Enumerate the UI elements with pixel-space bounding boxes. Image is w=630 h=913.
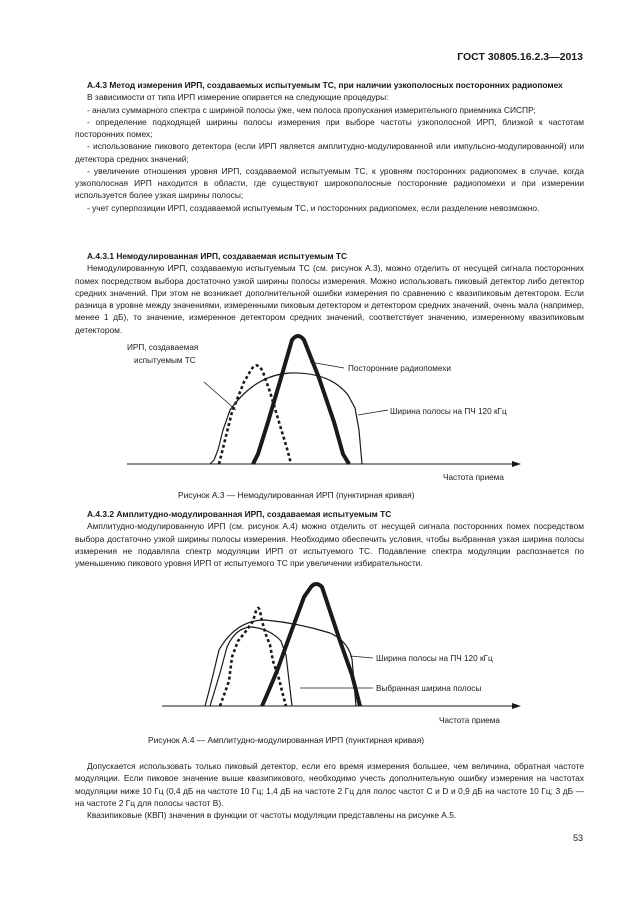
list-item: - использование пикового детектора (если ИРП является амплитудно-модулированной или импульсно-модулированной) или детектора средних значений; — [75, 141, 584, 164]
list-item: - увеличение отношения уровня ИРП, создаваемой испытуемым ТС, к уровням посторонних радиопомех в случае, когда узкополосная ИРП находится в области, где существуют широкополосные посторонние радиопомехи и при измерении используется более узкая ширины полосы; — [75, 165, 584, 201]
paragraph: В зависимости от типа ИРП измерение опирается на следующие процедуры: — [87, 92, 389, 103]
label-noise: Посторонние радиопомехи — [348, 364, 451, 373]
figure-a3-caption: Рисунок А.3 — Немодулированная ИРП (пунктирная кривая) — [178, 490, 415, 500]
label-bandwidth: Ширина полосы на ПЧ 120 кГц — [376, 654, 493, 663]
emission-curve-dashed — [220, 608, 286, 706]
list-item: - анализ суммарного спектра с шириной полосы ýже, чем полоса пропускания измерительного приемника СИСПР; — [87, 104, 536, 115]
leader-line — [358, 410, 388, 415]
list-item: - определение подходящей ширины полосы измерения при выборе частоты узкополосной ИРП, близкой к частотам посторонних помех; — [75, 116, 584, 139]
section-a432 — [75, 508, 584, 569]
noise-carrier — [253, 336, 349, 464]
leader-line — [350, 656, 373, 658]
section-a43-title: А.4.3 Метод измерения ИРП, создаваемых испытуемым ТС, при наличии узкополосных посторонних радиопомех — [87, 80, 563, 90]
section-a43 — [75, 79, 584, 214]
label-selected-bandwidth: Выбранная ширина полосы — [376, 684, 482, 693]
figure-a4 — [0, 575, 630, 735]
page-number: 53 — [572, 833, 583, 843]
axis-arrow — [512, 703, 521, 709]
label-axis: Частота приема — [439, 716, 500, 725]
label-axis: Частота приема — [443, 473, 504, 482]
section-a432-title: А.4.3.2 Амплитудно-модулированная ИРП, создаваемая испытуемым ТС — [87, 509, 392, 519]
label-irp-1: ИРП, создаваемая — [127, 343, 199, 352]
closing-text — [75, 760, 584, 821]
figure-a3 — [0, 330, 630, 490]
document-header: ГОСТ 30805.16.2.3—2013 — [457, 51, 583, 63]
paragraph: Немодулированную ИРП, создаваемую испытуемым ТС (см. рисунок А.3), можно отделить от несущей сигнала посторонних помех посредством выбора достаточно узкой ширины полосы измерения. Можно использовать пиковый детектор либо детектор средних значений. При этом не возникает дополнительной ошибки измерения по сравнению с квазипиковым детектором. Если разница в уровне между значениями, измеренными пиковым детектором и детектором средних значений, очень мала (например, менее 1 дБ), то значение, измеренное детектором средних значений, соответствует значению, измеренному квазипиковым детектором. — [75, 263, 584, 335]
bandwidth-curve — [210, 373, 362, 464]
label-bandwidth: Ширина полосы на ПЧ 120 кГц — [390, 407, 507, 416]
paragraph: Квазипиковые (КВП) значения в функции от частоты модуляции представлены на рисунке А.5. — [87, 810, 457, 820]
axis-arrow — [512, 461, 521, 467]
label-irp-2: испытуемым ТС — [134, 356, 196, 365]
paragraph: Амплитудно-модулированную ИРП (см. рисунок А.4) можно отделить от несущей сигнала посторонних помех посредством выбора достаточно узкой ширины полосы измерения. Необходимо обеспечить условия, чтобы выбранная узкая ширина полосы измерения не подавляла спектр модуляции ИРП от испытуемого ТС. Подавление спектра модуляции распознается по уменьшению пикового уровня ИРП от испытуемого ТС при увеличении избирательности. — [75, 521, 584, 568]
list-item: - учет суперпозиции ИРП, создаваемой испытуемым ТС, и посторонних радиопомех, если разделение невозможно. — [87, 202, 540, 213]
figure-a4-caption: Рисунок А.4 — Амплитудно-модулированная ИРП (пунктирная кривая) — [148, 735, 425, 745]
section-a431-title: А.4.3.1 Немодулированная ИРП, создаваемая испытуемым ТС — [87, 251, 348, 261]
leader-line — [204, 382, 236, 410]
paragraph: Допускается использовать только пиковый детектор, если его время измерения большее, чем величина, обратная частоте модуляции. Если пиковое значение выше квазипикового, необходимо учесть дополнительную ошибку измерения на частотах модуляции ниже 10 Гц (0,4 дБ на частоте 10 Гц; 1,4 дБ на частоте 2 Гц для полос частот С и D и 0,9 дБ на частоте 10 Гц; 3 дБ — на частоте 2 Гц для полосы частот В). — [75, 761, 584, 808]
section-a431 — [75, 250, 584, 336]
